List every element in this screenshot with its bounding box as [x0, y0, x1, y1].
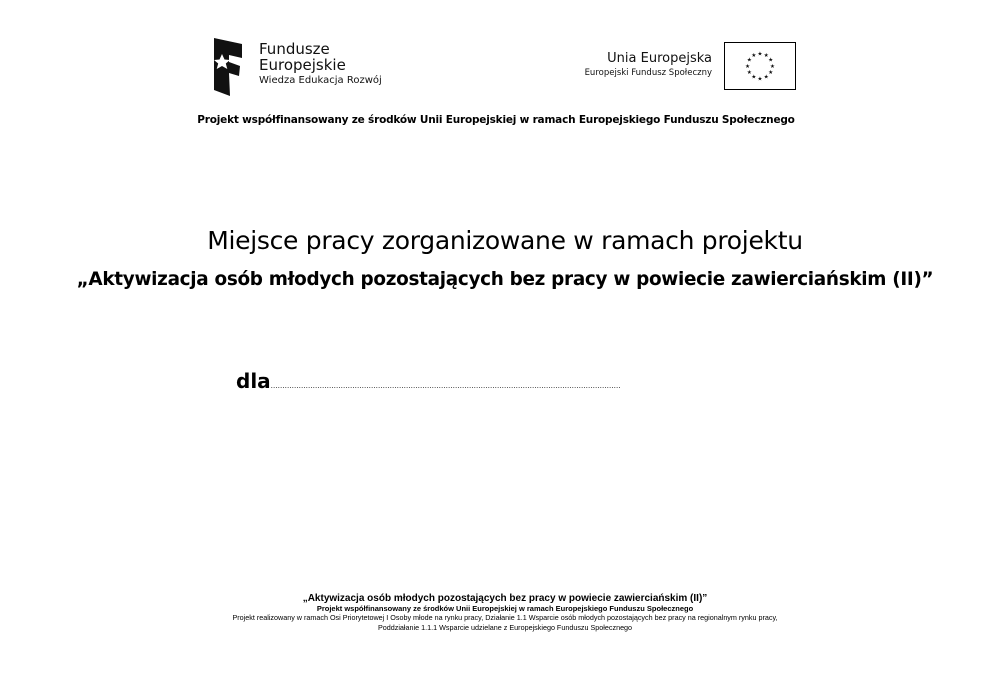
svg-text:★: ★: [751, 53, 757, 60]
svg-text:★: ★: [763, 53, 769, 60]
footer-project-name: „Aktywizacja osób młodych pozostających bez pracy w powiecie zawierciańskim (II)”: [302, 593, 708, 604]
svg-text:★: ★: [751, 74, 757, 81]
project-name-subtitle: „Aktywizacja osób młodych pozostających bez pracy w powiecie zawierciańskim (II)”: [76, 269, 934, 290]
footer: [0, 593, 992, 633]
footer-priority-axis: Projekt realizowany w ramach Osi Priorytetowej I Osoby młode na rynku pracy, Działanie 1.1 Wsparcie osób młodych pozostających bez pracy na regionalnym rynku pracy,: [232, 613, 778, 622]
svg-text:★: ★: [769, 63, 776, 70]
cofinancing-statement: Projekt współfinansowany ze środków Unii Europejskiej w ramach Europejskiego Funduszu Społecznego: [197, 114, 795, 126]
eu-logo-line2: Europejski Fundusz Społeczny: [584, 68, 712, 78]
footer-cofinancing: Projekt współfinansowany ze środków Unii Europejskiej w ramach Europejskiego Funduszu Społecznego: [316, 604, 694, 613]
svg-text:★: ★: [757, 51, 763, 58]
page-title: Miejsce pracy zorganizowane w ramach projektu: [207, 226, 803, 255]
recipient-label: dla: [236, 369, 271, 393]
eu-flag-icon: [724, 42, 796, 90]
recipient-fill-line: ……………………………………………………………………………………………………………………………………: [270, 382, 621, 390]
fundusze-logo-line3: Wiedza Edukacja Rozwój: [259, 75, 382, 86]
fundusze-logo-line2: Europejskie: [259, 56, 346, 74]
recipient-line: [236, 369, 621, 393]
fundusze-europejskie-logo-icon: [209, 36, 245, 98]
svg-text:★: ★: [763, 74, 769, 81]
svg-text:★: ★: [744, 63, 751, 70]
svg-text:★: ★: [768, 57, 774, 64]
svg-text:★: ★: [746, 57, 752, 64]
fundusze-logo-line1: Fundusze: [259, 40, 330, 58]
footer-subaction: Poddziałanie 1.1.1 Wsparcie udzielane z Europejskiego Funduszu Społecznego: [377, 623, 633, 632]
eu-logo-line1: Unia Europejska: [607, 51, 712, 66]
svg-text:★: ★: [746, 70, 752, 77]
svg-text:★: ★: [768, 70, 774, 77]
fundusze-europejskie-logo: [209, 36, 409, 100]
unia-europejska-logo: [560, 42, 800, 92]
svg-text:★: ★: [757, 76, 763, 83]
